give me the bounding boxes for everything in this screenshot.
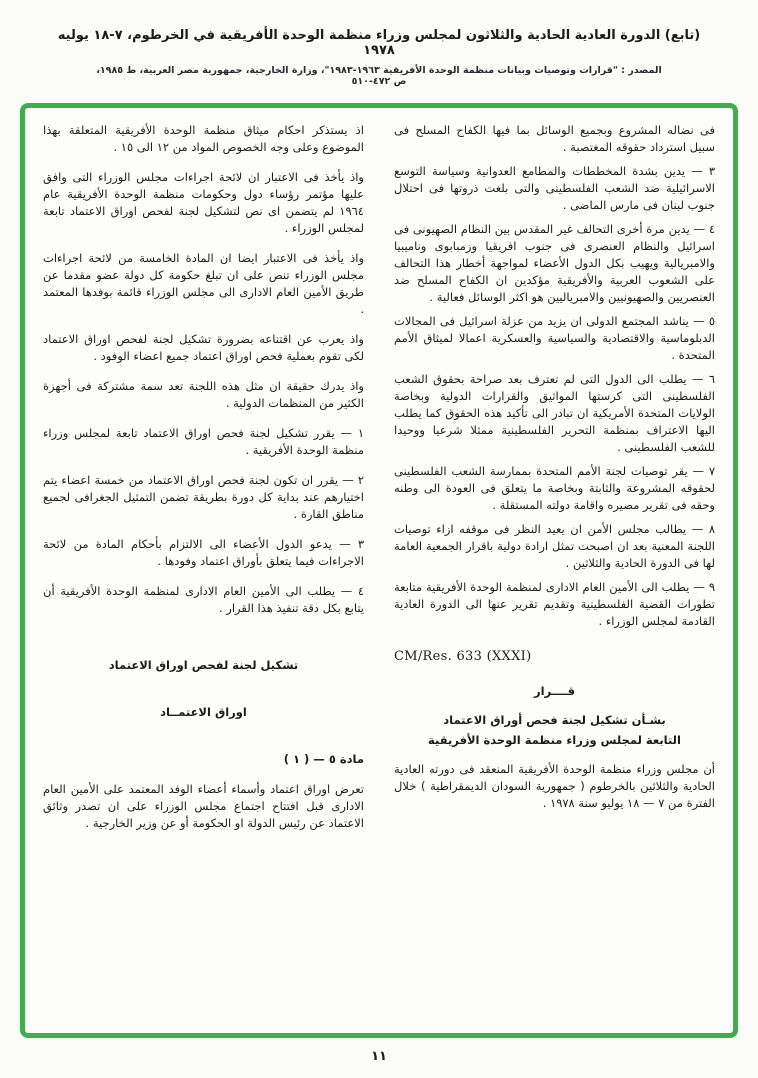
resolution-number: CM/Res. 633 (XXXI): [394, 649, 532, 664]
operative-item-2: ٢ — يقرر ان تكون لجنة فحص اوراق الاعتماد من خمسة اعضاء يتم اختيارهم عند بداية كل دورة بطريقة تضمن التمثيل الجغرافى لجميع مناطق القارة .: [43, 473, 364, 521]
right-column: [394, 122, 715, 1023]
operative-item-3: ٣ — يدعو الدول الأعضاء الى الالتزام بأحكام المادة من لائحة الاجراءات فيما يتعلق بأوراق اعتماد وفودها .: [43, 537, 364, 568]
conviction-clause: واذ يعرب عن اقتناعه بضرورة تشكيل لجنة لفحص اوراق الاعتماد لكى تقوم بعملية فحص اوراق اعتماد جميع اعضاء الوفود .: [43, 332, 364, 363]
recalling-clause: اذ يستذكر احكام ميثاق منظمة الوحدة الأفريقية المتعلقة بهذا الموضوع وعلى وجه الخصوص المواد من ١٢ الى ١٥ .: [43, 123, 364, 154]
resolution-item-4: ٤ — يدين مرة أخرى التحالف غير المقدس بين النظام الصهيونى فى اسرائيل والنظام العنصرى فى جنوب افريقيا وزمبابوى وناميبيا والامبريالية ويهيب بكل الدول الأعضاء لمواجهة أخطار هذا التحالف على الشعوب العربية والأفريقية مؤكدين ان الكفاح المسلح ضد العنصريين والصهيونيين والامبرياليين هو اكثر الوسائل فعالية .: [394, 222, 715, 304]
decision-subject-line2: التابعة لمجلس وزراء منظمة الوحدة الأفريقية: [428, 733, 681, 747]
operative-item-1: ١ — يقرر تشكيل لجنة فحص اوراق الاعتماد تابعة لمجلس وزراء منظمة الوحدة الأفريقية .: [43, 426, 364, 457]
content-frame: [20, 103, 738, 1038]
source-citation: المصدر : "قرارات وتوصيات وبيانات منظمة الوحدة الأفريقية ١٩٦٣-١٩٨٣"، وزارة الخارجية، جمهورية مصر العربية، ط ١٩٨٥، ص ٤٧٢-٥١٠: [96, 65, 662, 87]
article-5-text: تعرض اوراق اعتماد وأسماء أعضاء الوفد المعتمد على الأمين العام الادارى قبل افتتاح اجتماع مجلس الوزراء على ان تصدر وثائق الاعتماد عن رئيس الدولة او الحكومة أو عن وزير الخارجية .: [43, 782, 364, 830]
preamble-paragraph: أن مجلس وزراء منظمة الوحدة الأفريقية المنعقد فى دورته العادية الحادية والثلاثين بالخرطوم ( جمهورية السودان الديمقراطية ) خلال الفترة من ٧ — ١٨ يوليو سنة ١٩٧٨ .: [394, 762, 715, 810]
continuation-paragraph: فى نضاله المشروع وبجميع الوسائل بما فيها الكفاح المسلح فى سبيل استرداد حقوقه المغتصبة .: [394, 123, 715, 154]
resolution-item-8: ٨ — يطالب مجلس الأمن ان يعيد النظر فى موقفه ازاء توصيات اللجنة المعنية بعد ان اصبحت تمثل ارادة دولية باقرار الجمعية العامة لها فى الدورة الحادية والثلاثين .: [394, 522, 715, 570]
resolution-item-5: ٥ — يناشد المجتمع الدولى ان يزيد من عزلة اسرائيل فى المجالات الدبلوماسية والاقتصادية والسياسية والعسكرية اعمالا لميثاق الأمم المتحدة .: [394, 314, 715, 362]
resolution-item-7: ٧ — يقر توصيات لجنة الأمم المتحدة بممارسة الشعب الفلسطينى لحقوقه المشروعة والثابتة وبخاصة ما يتعلق فى العودة الى وطنه وحقه فى تقرير مصيره واقامة دولته المستقلة .: [394, 464, 715, 512]
section-title-credentials: اوراق الاعتمــاد: [160, 705, 247, 719]
document-header: [0, 0, 758, 87]
decision-subject-line1: بشـأن تشكيل لجنة فحص أوراق الاعتماد: [443, 713, 666, 727]
resolution-item-6: ٦ — يطلب الى الدول التى لم تعترف بعد صراحة بحقوق الشعب الفلسطينى التى كرستها المواثيق والقرارات الدولية وبخاصة الولايات المتحدة الأمريكية ان تبادر الى تأكيد هذه الحقوق كما يطلب اليها الاعتراف بمنظمة التحرير الفلسطينية ممثلا شرعيا ووحيدا للشعب الفلسطينى .: [394, 372, 715, 454]
two-column-layout: [43, 122, 715, 1023]
considering-clause-1: واذ يأخذ فى الاعتبار ان لائحة اجراءات مجلس الوزراء التى وافق عليها مؤتمر رؤساء دول وحكومات منظمة الوحدة الأفريقية عام ١٩٦٤ لم يتضمن اى نص لتشكيل لجنة لفحص اوراق الاعتماد تابعة لمجلس الوزراء .: [43, 170, 364, 235]
decision-title: قــــرار: [534, 684, 575, 698]
page-number: ١١: [371, 1049, 387, 1064]
operative-item-4: ٤ — يطلب الى الأمين العام الادارى لمنظمة الوحدة الأفريقية أن يتابع بكل دقة تنفيذ هذا القرار .: [43, 584, 364, 615]
article-5-heading: مادة ٥ — ( ١ ): [283, 752, 364, 766]
resolution-item-3: ٣ — يدين بشدة المخططات والمطامع العدوانية وسياسة التوسع الاسرائيلية ضد الشعب الفلسطينى والتى بلغت ذروتها فى احتلال جنوب لبنان فى مارس الماضى .: [394, 164, 715, 212]
section-title-committee: تشكيل لجنة لفحص اوراق الاعتماد: [108, 658, 299, 672]
considering-clause-2: واذ يأخذ فى الاعتبار ايضا ان المادة الخامسة من لائحة اجراءات مجلس الوزراء تنص على ان تبلغ حكومة كل دولة عضو مقدما عن طريق الأمين العام الادارى الى مجلس الوزراء قائمة بوفدها المعتمد .: [43, 251, 364, 316]
resolution-item-9: ٩ — يطلب الى الأمين العام الادارى لمنظمة الوحدة الأفريقية متابعة تطورات القضية الفلسطينية وتقديم تقرير عنها الى الدورة العادية القادمة لمجلس الوزراء .: [394, 580, 715, 628]
session-title: (تابع) الدورة العادية الحادية والثلاثون لمجلس وزراء منظمة الوحدة الأفريقية في الخرطوم، ٧-١٨ يوليه ١٩٧٨: [57, 28, 701, 58]
recognizing-clause: واذ يدرك حقيقة ان مثل هذه اللجنة تعد سمة مشتركة فى أجهزة الكثير من المنظمات الدولية .: [43, 379, 364, 410]
left-column: [43, 122, 364, 1023]
